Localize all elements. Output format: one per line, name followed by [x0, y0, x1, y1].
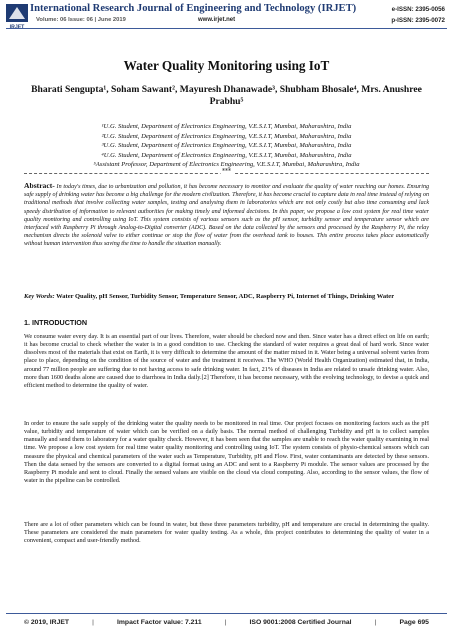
footer-separator: | — [92, 619, 94, 626]
irjet-logo-icon — [6, 4, 28, 30]
journal-website-link[interactable]: www.irjet.net — [198, 17, 236, 23]
footer-copyright: © 2019, IRJET — [24, 619, 70, 626]
journal-title: International Research Journal of Engineering and Technology (IRJET) — [30, 3, 357, 14]
footer-separator: | — [374, 619, 377, 626]
p-issn: p-ISSN: 2395-0072 — [391, 17, 445, 24]
journal-header — [0, 0, 453, 38]
affiliation-item: ⁴U.G. Student, Department of Electronics Engineering, V.E.S.I.T, Mumbai, Maharashtra, India — [101, 151, 352, 159]
keywords — [24, 292, 429, 301]
footer-separator: | — [224, 619, 227, 626]
affiliation-list — [20, 122, 433, 170]
footer-page-number: Page 695 — [399, 619, 429, 626]
body-paragraph: There are a lot of other parameters which can be found in water, but these three parameters turbidity, pH and temperature are crucial in determining the quality. These parameters are considered the main parameters for water quality testing. As a whole, this project contributes to determining the quality of water in a convenient, compact and user-friendly method. — [24, 521, 429, 545]
keywords-label: Key Words: — [24, 293, 55, 300]
affiliation-item: ²U.G. Student, Department of Electronics Engineering, V.E.S.I.T, Mumbai, Maharashtra, India — [101, 132, 352, 140]
keywords-text: Water Quality, pH Sensor, Turbidity Sensor, Temperature Sensor, ADC, Raspberry Pi, Internet of Things, Drinking Water — [54, 293, 395, 300]
e-issn: e-ISSN: 2395-0056 — [391, 6, 445, 13]
paper-title: Water Quality Monitoring using IoT — [123, 58, 330, 73]
author-list: Bharati Sengupta¹, Soham Sawant², Mayuresh Dhanawade³, Shubham Bhosale⁴, Mrs. Anushree Prabhu⁵ — [31, 84, 422, 107]
abstract-text: In today's times, due to urbanization and pollution, it has become necessary to monitor and evaluate the quality of water reaching our homes. Ensuring safe supply of drinking water has become a big challenge for the modern civilization. Therefore, it has become crucial to capture data in real time instead of relying on traditional methods that involve collecting water samples, testing and analysing them in laboratories which are not only costly but also time consuming and lack speedy distribution of information to relevant authorities for making timely and informed decisions. In this paper, we propose a low cost system for real time water quality monitoring and controlling using IoT. This system consists of various sensors such as the pH sensor, turbidity sensor and temperature sensor which are interfaced with Raspberry Pi through Analog-to-Digital converter (ADC). Based on the data collected by the sensors and processed by the Raspberry Pi, the relay mechanism directs the solenoid valve to either continue or stop the flow of water from the overhead tank to houses. This entire process takes place automatically without human intervention thus saving the time to handle the situation manually. — [24, 184, 429, 248]
footer-iso: ISO 9001:2008 Certified Journal — [249, 619, 352, 626]
affiliation-item: ³U.G. Student, Department of Electronics Engineering, V.E.S.I.T, Mumbai, Maharashtra, India — [101, 142, 352, 150]
body-paragraph: We consume water every day. It is an essential part of our lives. Therefore, water should be checked now and then. Since water has a direct effect on life on earth; it has become crucial to check whether the water is in a good condition to use. Checking the standard of water requires a great deal of hard work. Since water dissolves most of the materials that exist on Earth, it is very difficult to determine the amount of the matter mixed in it. Water being a universal solvent varies from place to place, depending on the condition of the source of water and the treatment it receives. The WHO (World Health Organization) estimated that, in India, around 77 million people are suffering due to not having access to safe drinking water. In fact, 21% of diseases in India are related to unsafe drinking water. Also, more than 1600 deaths alone are caused due to diarrhoea in India daily.[2] Therefore, it has become necessary, with the evolving technology, to devise a quick and efficient method to determine the quality of water. — [24, 333, 429, 389]
logo-text: IRJET — [9, 24, 25, 30]
footer-impact-factor: Impact Factor value: 7.211 — [116, 619, 202, 626]
abstract-label: Abstract- — [24, 181, 55, 190]
affiliation-item: ¹U.G. Student, Department of Electronics Engineering, V.E.S.I.T, Mumbai, Maharashtra, India — [101, 123, 352, 130]
section-heading-introduction: 1. INTRODUCTION — [24, 318, 88, 327]
separator-mark: *** — [222, 168, 231, 175]
body-paragraph: In order to ensure the safe supply of the drinking water the quality needs to be monitored in real time. Our project focuses on monitoring factors such as the pH value, turbidity and temperature of water which can be verified on a daily basis. The normal method of challenging Turbidity and pH is to collect samples manually and send them to laboratory for a water quality check. However, it has been seen that the samples are unable to reach the water quality examining in real time. We propose a low cost system for real time water quality monitoring and controlling using IoT. The system consists of physio-chemical sensors which can measure the physical and chemical parameters of the water such as Temperature, Turbidity, pH and Flow. First, water contaminants are detected by these sensors. Then the data sensed by the sensors are converted to a digital format using an ADC and sent to a Raspberry Pi module. The sensor values are processed by the Raspberry Pi module and sent to cloud. Finally the sensed values are visible on the cloud via cloud computing. Also, according to the sensor values, the flow of water in the pipeline can be controlled. — [24, 420, 429, 485]
section-separator — [24, 168, 429, 175]
affiliation-item: ⁵Assistant Professor, Department of Electronics Engineering, V.E.S.I.T, Mumbai, Maharashtra, India — [93, 161, 360, 169]
volume-issue: Volume: 06 Issue: 06 | June 2019 — [36, 17, 126, 23]
header-divider — [6, 28, 447, 29]
abstract — [24, 182, 429, 249]
page-footer — [24, 619, 429, 626]
footer-divider — [6, 613, 447, 614]
